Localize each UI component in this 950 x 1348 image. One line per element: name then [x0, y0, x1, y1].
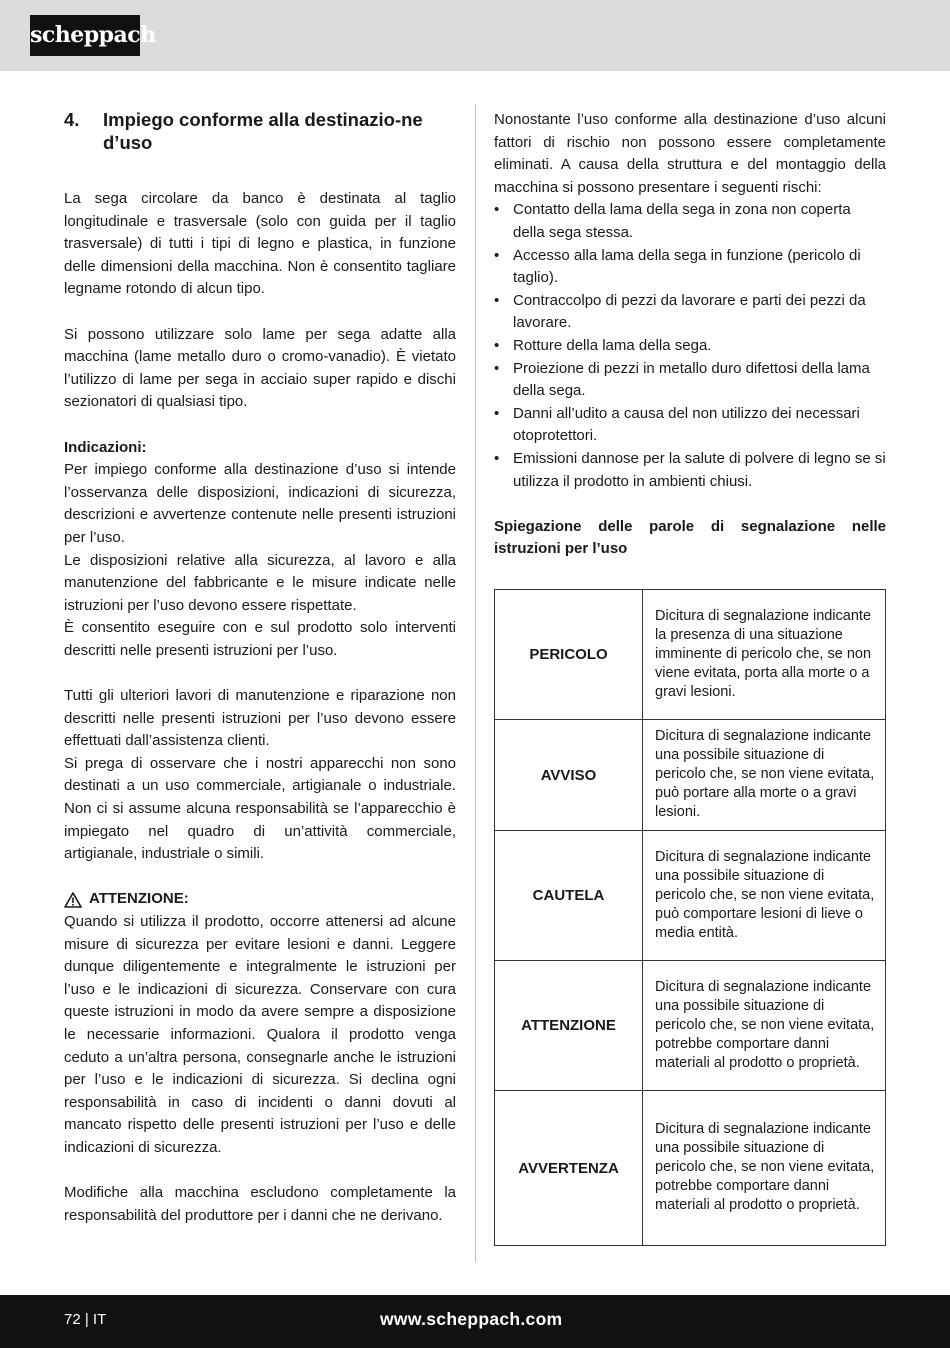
signal-term: CAUTELA [495, 831, 643, 961]
website-link[interactable]: www.scheppach.com [380, 1309, 563, 1329]
warning-heading [64, 888, 456, 911]
paragraph-intended-use: La sega circolare da banco è destinata al taglio longitudinale e trasversale (solo con guida per il taglio trasversale) di tutti i tipi di legno e plastica, in funzione delle dimensioni della macchina. Non è consentito tagliare legname rotondo di alcun tipo. [64, 190, 456, 298]
list-item: • Emissioni dannose per la salute di polvere di legno se si utilizza il prodotto in ambienti chiusi. [494, 448, 886, 493]
risk-list [494, 199, 886, 493]
signal-description: Dicitura di segnalazione indicante una possibile situazione di pericolo che, se non viene evitata, potrebbe comportare danni materiali al prodotto o proprietà. [643, 961, 886, 1091]
brand-logo: scheppach [30, 15, 140, 56]
signal-term: PERICOLO [495, 590, 643, 720]
paragraph-commercial-use: Si prega di osservare che i nostri apparecchi non sono destinati a un uso commerciale, artigianale o industriale. Non ci si assume alcuna responsabilità se l’apparecchio è impiegato nel quadro di un’attività commerciale, artigianale, industriale o simili. [64, 754, 456, 863]
paragraph-blades: Si possono utilizzare solo lame per sega adatte alla macchina (lame metallo duro o cromo-vanadio). È vietato l’utilizzo di lame per sega in acciaio super rapido e dischi sezionatori di qualsiasi tipo. [64, 325, 456, 411]
section-number: 4. [64, 109, 80, 130]
paragraph-notes-3: È consentito eseguire con e sul prodotto solo interventi descritti nelle presenti istruzioni per l’uso. [64, 619, 456, 659]
footer-bar [0, 1295, 950, 1348]
paragraph-notes-1: Per impiego conforme alla destinazione d’uso si intende l’osservanza delle disposizioni, indicazioni di sicurezza, descrizioni e avvertenze contenute nelle presenti istruzioni per l’uso. [64, 461, 456, 546]
list-item: • Rotture della lama della sega. [494, 335, 886, 358]
signal-term: AVVISO [495, 720, 643, 831]
signal-words-table [494, 589, 886, 1246]
paragraph-warning: Quando si utilizza il prodotto, occorre attenersi ad alcune misure di sicurezza per evitare lesioni e danni. Leggere dunque diligentemente e integralmente le istruzioni per l’uso e le indicazioni di sicurezza. Conservare con cura queste istruzioni in modo da avere sempre a disposizione le necessarie informazioni. Qualora il prodotto venga ceduto a un’altra persona, consegnarle anche le istruzioni per l’uso e le indicazioni di sicurezza. Si declina ogni responsabilità in caso di incidenti o danni dovuti al mancato rispetto delle presenti istruzioni per l’uso e delle indicazioni di sicurezza. [64, 913, 456, 1156]
table-row [495, 720, 886, 831]
section-heading [64, 108, 456, 154]
signal-description: Dicitura di segnalazione indicante la presenza di una situazione imminente di pericolo che, se non viene evitata, porta alla morte o a gravi lesioni. [643, 590, 886, 720]
column-divider [475, 104, 476, 1262]
section-title: Impiego conforme alla destinazio-ne d’uso [103, 109, 423, 153]
paragraph-residual-risks: Nonostante l’uso conforme alla destinazione d’uso alcuni fattori di rischio non possono essere completamente eliminati. A causa della struttura e del montaggio della macchina si possono presentare i seguenti rischi: [494, 111, 886, 196]
signal-description: Dicitura di segnalazione indicante una possibile situazione di pericolo che, se non viene evitata, può portare alla morte o a gravi lesioni. [643, 720, 886, 831]
right-column [494, 109, 886, 561]
page-number: 72 | IT [64, 1311, 107, 1328]
warning-triangle-icon [64, 892, 82, 908]
signal-term: ATTENZIONE [495, 961, 643, 1091]
paragraph-notes-2: Le disposizioni relative alla sicurezza, al lavoro e alla manutenzione del fabbricante e le misure indicate nelle istruzioni per l’uso devono essere rispettate. [64, 551, 456, 614]
table-row [495, 961, 886, 1091]
list-item: • Accesso alla lama della sega in funzione (pericolo di taglio). [494, 245, 886, 290]
warning-title: ATTENZIONE: [89, 890, 189, 908]
signal-table-title: Spiegazione delle parole di segnalazione nelle istruzioni per l’uso [494, 517, 886, 558]
signal-term: AVVERTENZA [495, 1091, 643, 1246]
signal-description: Dicitura di segnalazione indicante una possibile situazione di pericolo che, se non viene evitata, può comportare lesioni di lieve o media entità. [643, 831, 886, 961]
signal-description: Dicitura di segnalazione indicante una possibile situazione di pericolo che, se non viene evitata, potrebbe comportare danni materiali al prodotto o proprietà. [643, 1091, 886, 1246]
table-row [495, 1091, 886, 1246]
list-item: • Proiezione di pezzi in metallo duro difettosi della lama della sega. [494, 358, 886, 403]
list-item: • Danni all’udito a causa del non utilizzo dei necessari otoprotettori. [494, 403, 886, 448]
paragraph-maintenance: Tutti gli ulteriori lavori di manutenzione e riparazione non descritti nelle presenti istruzioni per l’uso devono essere effettuati dall’assistenza clienti. [64, 687, 456, 750]
left-column [64, 108, 456, 1227]
paragraph-modifications: Modifiche alla macchina escludono completamente la responsabilità del produttore per i danni che ne derivano. [64, 1184, 456, 1224]
table-row [495, 590, 886, 720]
list-item: • Contraccolpo di pezzi da lavorare e parti dei pezzi da lavorare. [494, 290, 886, 335]
notes-title: Indicazioni: [64, 438, 147, 456]
table-row [495, 831, 886, 961]
header-bar [0, 0, 950, 71]
list-item: • Contatto della lama della sega in zona non coperta della sega stessa. [494, 199, 886, 244]
